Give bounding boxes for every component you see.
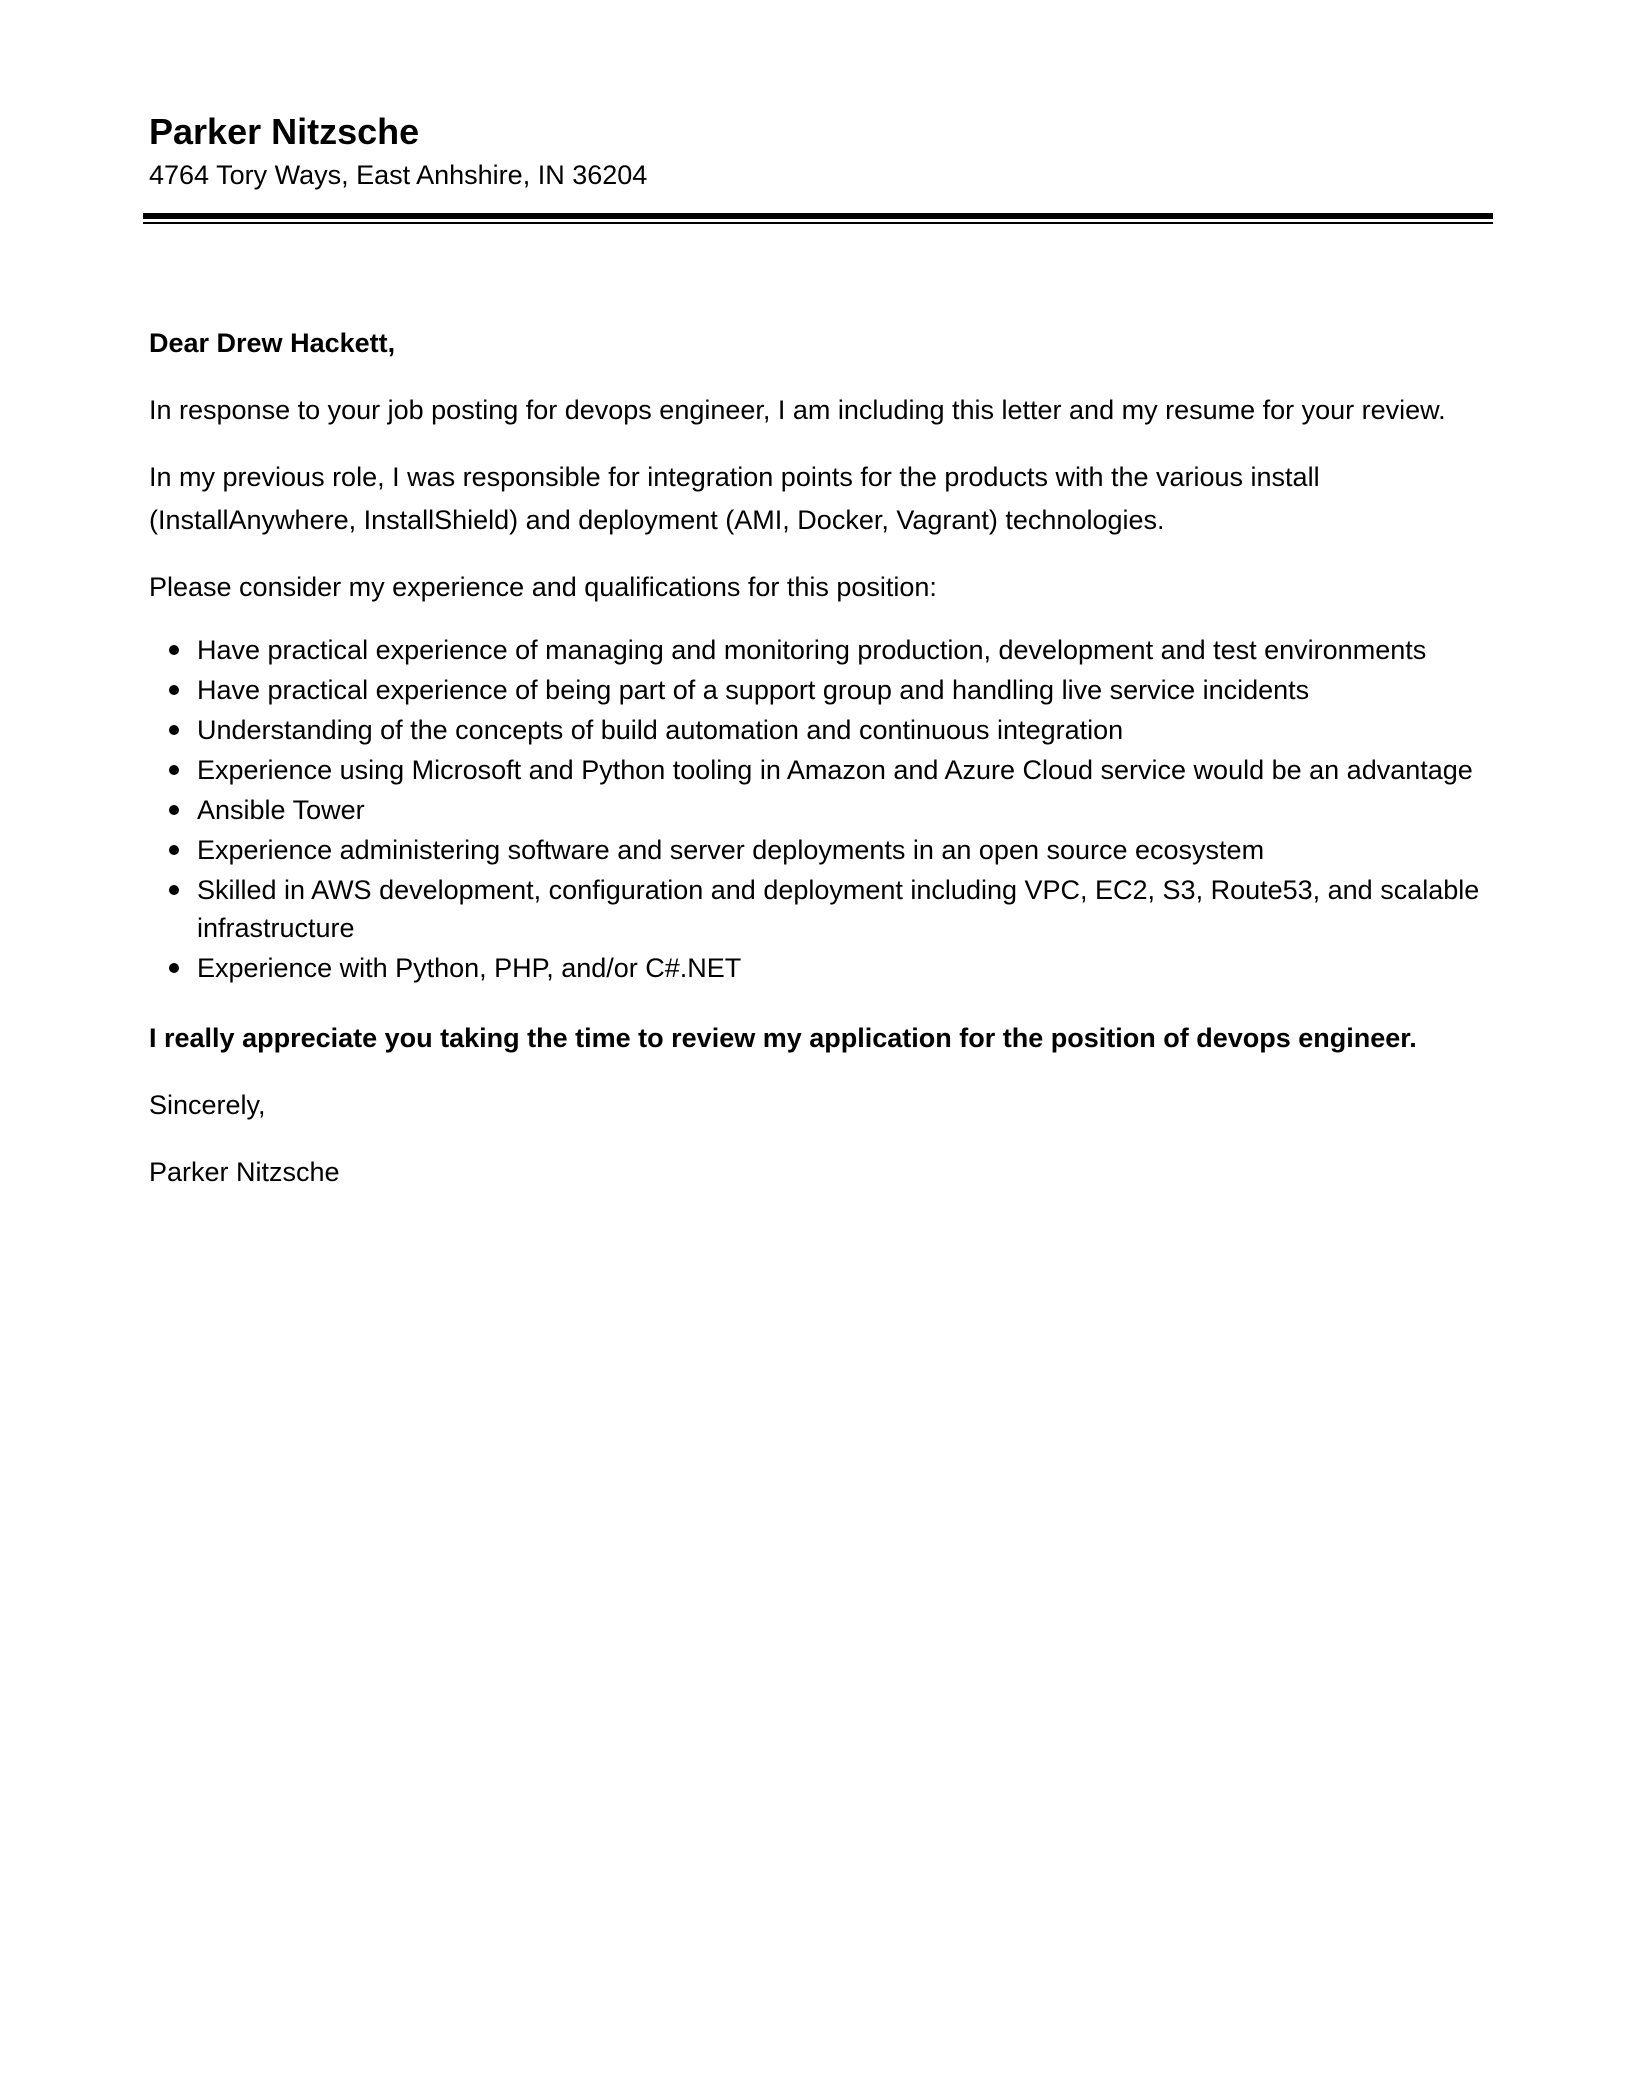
bullet-icon (169, 765, 179, 775)
qualification-text: Have practical experience of managing and monitoring production, development and test environments (197, 635, 1427, 665)
letter-body (149, 322, 1489, 1218)
bullet-icon (169, 805, 179, 815)
bullet-icon (169, 725, 179, 735)
bullet-icon (169, 845, 179, 855)
header-divider-thin (143, 222, 1493, 224)
letter-header (149, 108, 1489, 194)
bullet-icon (169, 963, 179, 973)
qualification-text: Skilled in AWS development, configuration and deployment including VPC, EC2, S3, Route53, and scalable infrastructure (197, 875, 1480, 943)
header-divider-thick (143, 213, 1493, 219)
paragraph-previous-role: In my previous role, I was responsible for integration points for the products with the various install (InstallAnywhere, InstallShield) and deployment (AMI, Docker, Vagrant) technologies. (149, 462, 1320, 535)
list-item (149, 831, 1489, 869)
closing-statement: I really appreciate you taking the time to review my application for the position of devops engineer. (149, 1023, 1417, 1053)
list-item (149, 791, 1489, 829)
bullet-icon (169, 885, 179, 895)
signature-name: Parker Nitzsche (149, 1157, 340, 1187)
qualification-text: Have practical experience of being part of a support group and handling live service incidents (197, 675, 1310, 705)
list-item (149, 751, 1489, 789)
greeting: Dear Drew Hackett, (149, 328, 396, 358)
bullet-icon (169, 645, 179, 655)
list-item (149, 871, 1489, 947)
list-item (149, 949, 1489, 987)
paragraph-intro: In response to your job posting for devops engineer, I am including this letter and my resume for your review. (149, 395, 1446, 425)
sender-name: Parker Nitzsche (149, 111, 420, 152)
list-item (149, 631, 1489, 669)
list-item (149, 671, 1489, 709)
bullet-icon (169, 685, 179, 695)
qualification-text: Understanding of the concepts of build automation and continuous integration (197, 715, 1124, 745)
qualification-text: Experience administering software and server deployments in an open source ecosystem (197, 835, 1265, 865)
sender-address: 4764 Tory Ways, East Anhshire, IN 36204 (149, 160, 648, 190)
qualification-text: Ansible Tower (197, 795, 365, 825)
signoff: Sincerely, (149, 1090, 266, 1120)
paragraph-qualifications-intro: Please consider my experience and qualifications for this position: (149, 572, 937, 602)
qualifications-list (149, 631, 1489, 987)
qualification-text: Experience using Microsoft and Python tooling in Amazon and Azure Cloud service would be an advantage (197, 755, 1473, 785)
qualification-text: Experience with Python, PHP, and/or C#.NET (197, 953, 742, 983)
list-item (149, 711, 1489, 749)
